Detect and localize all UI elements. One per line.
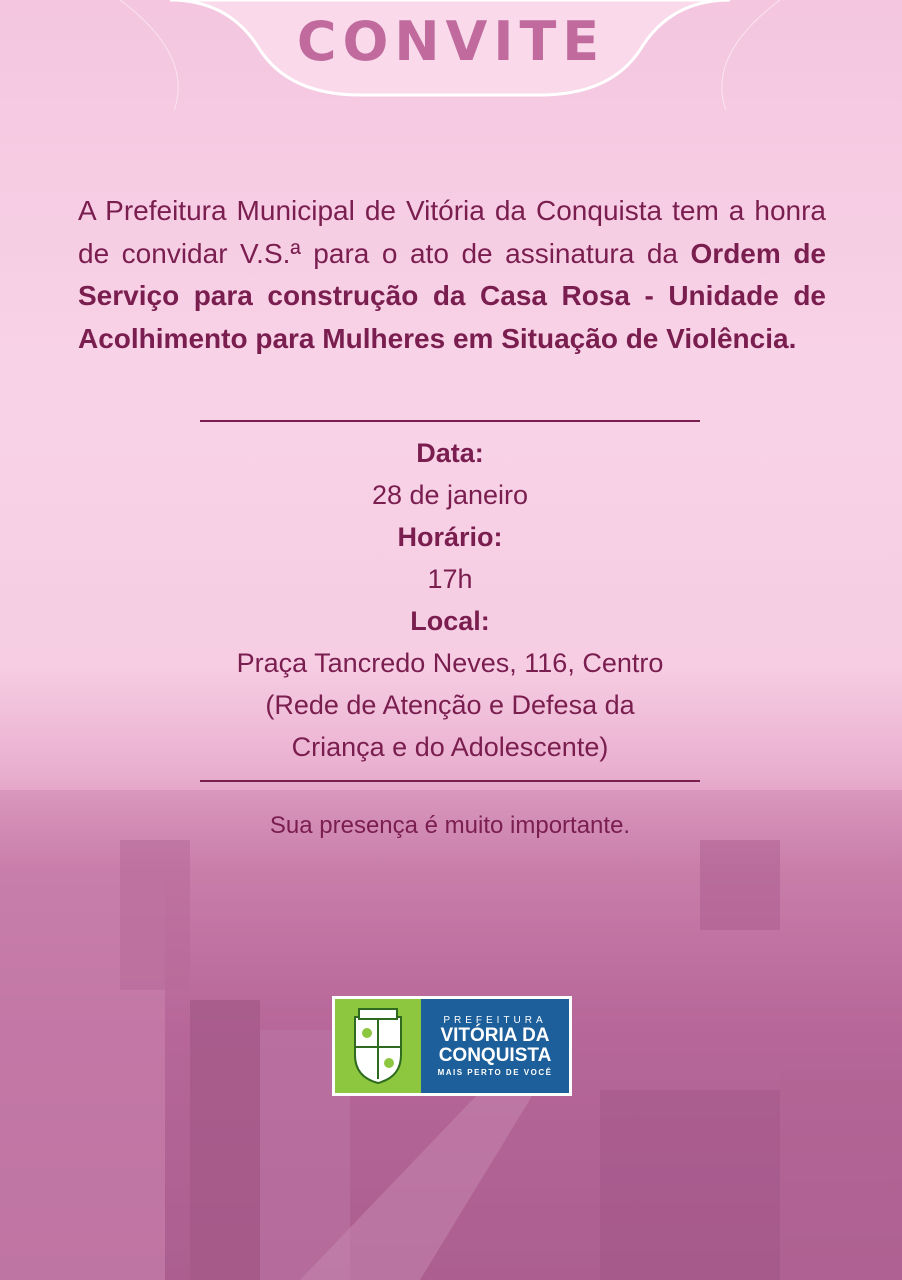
logo-prefeitura-text: PREFEITURA	[443, 1015, 547, 1026]
place-label: Local:	[410, 606, 490, 636]
time-value: 17h	[427, 564, 473, 594]
logo-city-line-2: CONQUISTA	[438, 1045, 552, 1066]
event-details	[150, 432, 750, 768]
place-line-2: (Rede de Atenção e Defesa da	[265, 690, 635, 720]
time-label: Horário:	[397, 522, 503, 552]
date-label: Data:	[416, 438, 484, 468]
invitation-bold-text: Ordem de Serviço para construção da Casa Rosa - Unidade de Acolhimento para Mulheres em Situação de Violência.	[78, 237, 826, 354]
divider-bottom	[200, 780, 700, 782]
place-line-1: Praça Tancredo Neves, 116, Centro	[236, 648, 664, 678]
invitation-text	[78, 190, 826, 360]
place-line-3: Criança e do Adolescente)	[291, 732, 609, 762]
logo-wordmark	[421, 999, 569, 1093]
divider-top	[200, 420, 700, 422]
invitation-plain-text: A Prefeitura Municipal de Vitória da Conquista tem a honra de convidar V.S.ª para o ato de assinatura da	[78, 195, 826, 269]
logo-city-line-1: VITÓRIA DA	[440, 1025, 550, 1046]
page-title: CONVITE	[296, 10, 606, 73]
logo-tagline: MAIS PERTO DE VOCÊ	[437, 1068, 553, 1077]
date-value: 28 de janeiro	[371, 480, 529, 510]
closing-text: Sua presença é muito importante.	[269, 812, 631, 839]
coat-of-arms-icon	[335, 999, 421, 1093]
prefeitura-logo	[332, 996, 572, 1096]
